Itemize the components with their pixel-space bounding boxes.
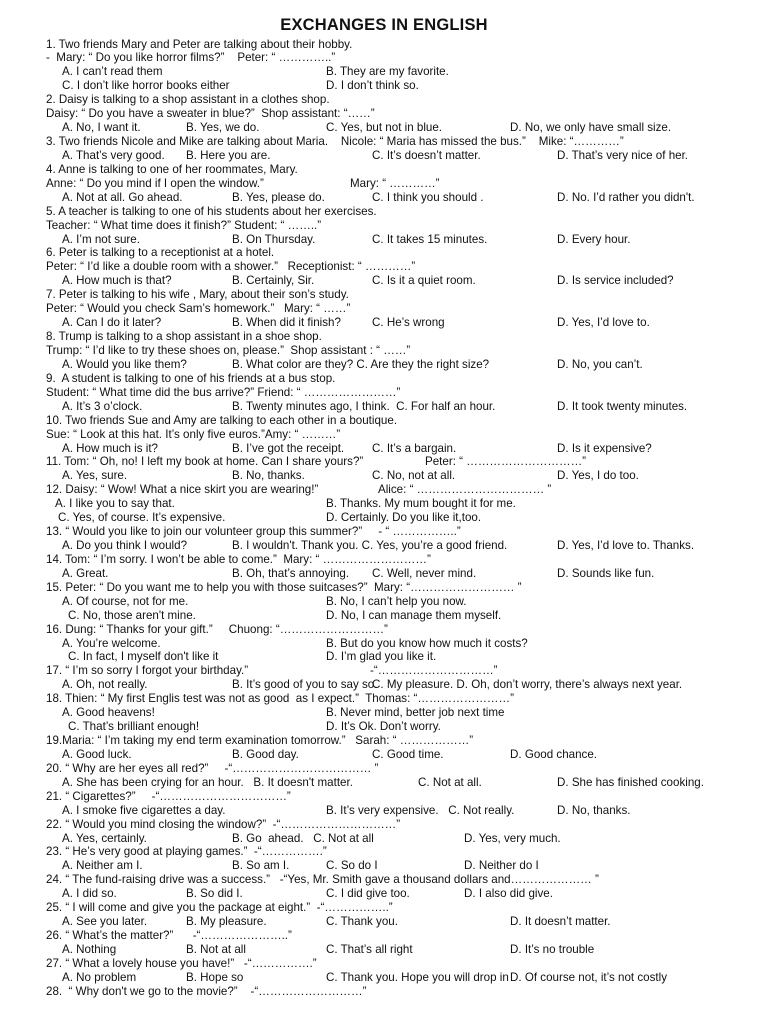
text-line: C. That’s brilliant enough! [68, 720, 200, 734]
text-line: B. No, thanks. [232, 469, 305, 483]
text-line: A. No problem [62, 970, 137, 984]
text-line: A. Not at all. Go ahead. [62, 190, 183, 204]
text-line: 11. Tom: “ Oh, no! I left my book at home. Can I share yours?” [46, 455, 364, 469]
text-line: A. Oh, not really. [62, 678, 148, 692]
text-line: B. They are my favorite. [326, 65, 449, 79]
text-line: B. Yes, we do. [186, 121, 260, 135]
text-line: 16. Dung: “ Thanks for your gift.” Chuong: “………………………” [46, 622, 388, 636]
text-line: B. Thanks. My mum bought it for me. [326, 497, 516, 511]
text-line: 19.Maria: “ I’m taking my end term examination tomorrow.” Sarah: “ ………………” [46, 734, 474, 747]
text-line: 26. “ What’s the matter?” -“…………………..” [46, 929, 292, 942]
text-line: B. Yes, please do. [232, 190, 325, 204]
text-line: 4. Anne is talking to one of her roommates, Mary. [46, 162, 298, 176]
text-line: A. Good luck. [62, 747, 132, 761]
text-line: B. Good day. [232, 747, 299, 761]
text-line: C. Good time. [372, 747, 444, 761]
text-line: D. No, I can manage them myself. [326, 608, 502, 622]
text-line: C. Thank you. Hope you will drop in [326, 970, 509, 984]
page-title: EXCHANGES IN ENGLISH [280, 16, 488, 34]
text-line: D. No, we only have small size. [510, 121, 672, 135]
text-line: B. On Thursday. [232, 232, 316, 246]
text-line: D. Is it expensive? [557, 441, 652, 455]
text-line: D. Yes, I’d love to. Thanks. [557, 539, 695, 552]
text-line: B. When did it finish? [232, 316, 341, 330]
text-line: 13. “ Would you like to join our volunteer group this summer?” - “ ……………..” [46, 525, 461, 538]
text-line: A. How much is it? [62, 441, 158, 455]
text-line: 15. Peter: “ Do you want me to help you with those suitcases?” Mary: “……………………… ” [46, 580, 522, 594]
text-line: B. I’ve got the receipt. [232, 441, 345, 455]
text-line: B. Never mind, better job next time [326, 706, 505, 720]
text-line: 7. Peter is talking to his wife , Mary, about their son’s study. [46, 288, 349, 302]
text-line: D. Good chance. [510, 747, 598, 761]
text-line: 27. “ What a lovely house you have!” -“…………….” [46, 956, 317, 970]
text-line: Sue: “ Look at this hat. It’s only five euros.”Amy: “ ………” [46, 427, 341, 441]
text-line: 23. “ He’s very good at playing games.” -“…………….” [46, 845, 327, 859]
text-line: 24. “ The fund-raising drive was a success.” -“Yes, Mr. Smith gave a thousand dollars and………………… ” [46, 873, 599, 887]
text-line: D. No, you can’t. [557, 357, 643, 371]
text-line: C. In fact, I myself don't like it [68, 650, 219, 664]
text-line: D. Every hour. [557, 232, 631, 246]
text-line: B. It’s very expensive. C. Not really. [326, 803, 515, 817]
text-line: A. Nothing [62, 942, 117, 956]
text-line: D. I’m glad you like it. [326, 650, 437, 664]
text-line: B. I wouldn't. Thank you. C. Yes, you’re a good friend. [232, 539, 508, 552]
text-line: A. Good heavens! [62, 706, 155, 720]
text-line: 10. Two friends Sue and Amy are talking to each other in a boutique. [46, 413, 398, 427]
text-line: - Mary: “ Do you like horror films?” Peter: “ …………..” [46, 51, 336, 65]
text-line: A. Neither am I. [62, 859, 143, 873]
text-line: C. So do I [326, 859, 378, 873]
text-line: 9. A student is talking to one of his friends at a bus stop. [46, 371, 336, 385]
text-line: 20. “ Why are her eyes all red?” -“……………………………… ” [46, 761, 379, 775]
text-line: 22. “ Would you mind closing the window?” -“…………………………” [46, 817, 401, 831]
text-line: B. Certainly, Sir. [232, 274, 315, 288]
text-line: C. My pleasure. D. Oh, don’t worry, there’s always next year. [372, 678, 683, 692]
text-line: Anne: “ Do you mind if I open the window.” [46, 176, 264, 190]
text-line: 5. A teacher is talking to one of his students about her exercises. [46, 204, 377, 218]
text-line: D. Of course not, it’s not costly [510, 970, 668, 984]
text-line: Peter: “ I’d like a double room with a shower.” Receptionist: “ …………” [46, 260, 416, 274]
text-line: C. Yes, but not in blue. [326, 121, 443, 135]
text-line: 28. “ Why don't we go to the movie?” -“………………………” [46, 984, 367, 998]
text-line: A. I smoke five cigarettes a day. [62, 803, 226, 817]
text-line: D. It doesn’t matter. [510, 915, 611, 929]
text-line: A. It’s 3 o’clock. [62, 399, 143, 413]
text-line: D. Certainly. Do you like it,too. [326, 511, 482, 525]
text-line: B. So am I. [232, 859, 290, 873]
text-line: A. You’re welcome. [62, 636, 161, 650]
text-line: A. No, I want it. [62, 121, 141, 135]
text-line: Peter: “ Would you check Sam’s homework.” Mary: “ ……” [46, 302, 351, 316]
text-line: A. Would you like them? [62, 357, 187, 371]
text-line: A. Yes, sure. [62, 469, 128, 483]
text-line: C. He’s wrong [372, 316, 445, 330]
text-line: A. Do you think I would? [62, 539, 188, 552]
text-line: -“…………………………” [370, 664, 498, 678]
text-line: D. It’s no trouble [510, 942, 595, 956]
text-line: Mary: “ …………” [350, 176, 440, 190]
text-line: Daisy: “ Do you have a sweater in blue?” Shop assistant: “……” [46, 107, 375, 121]
text-line: D. That’s very nice of her. [557, 148, 689, 162]
text-line: C. Thank you. [326, 915, 398, 929]
text-line: Student: “ What time did the bus arrive?” Friend: “ ……………………” [46, 385, 401, 399]
text-line: C. It takes 15 minutes. [372, 232, 488, 246]
text-line: D. Yes, very much. [464, 831, 561, 845]
text-line: D. She has finished cooking. [557, 775, 704, 789]
text-line: B. My pleasure. [186, 915, 267, 929]
text-line: Trump: “ I’d like to try these shoes on, please.” Shop assistant : “ ……” [46, 344, 411, 357]
text-line: C. Well, never mind. [372, 566, 477, 580]
text-line: D. Yes, I’d love to. [557, 316, 650, 330]
text-line: D. It took twenty minutes. [557, 399, 688, 413]
text-line: C. Is it a quiet room. [372, 274, 476, 288]
text-line: A. Can I do it later? [62, 316, 162, 330]
text-line: A. Yes, certainly. [62, 831, 147, 845]
text-line: Peter: “ …………………………” [425, 455, 587, 469]
text-line: 2. Daisy is talking to a shop assistant in a clothes shop. [46, 93, 330, 107]
text-line: D. Is service included? [557, 274, 674, 288]
text-line: C. I don’t like horror books either [62, 79, 230, 93]
text-line: 12. Daisy: “ Wow! What a nice skirt you are wearing!” [46, 483, 319, 497]
text-line: B. Go ahead. C. Not at all [232, 831, 374, 845]
text-line: B. Here you are. [186, 148, 271, 162]
text-line: B. Not at all [186, 942, 246, 956]
text-line: B. But do you know how much it costs? [326, 636, 528, 650]
text-line: 8. Trump is talking to a shop assistant in a shoe shop. [46, 330, 322, 343]
text-line: B. No, I can’t help you now. [326, 594, 467, 608]
text-line: 18. Thien: “ My first Englis test was not as good as I expect.” Thomas: “……………………” [46, 692, 514, 706]
text-line: D. I also did give. [464, 887, 553, 901]
text-line: B. So did I. [186, 887, 243, 901]
text-line: C. I did give too. [326, 887, 410, 901]
text-line: A. That’s very good. [62, 148, 165, 162]
text-line: C. Yes, of course. It’s expensive. [58, 511, 226, 525]
text-line: 14. Tom: “ I’m sorry. I won’t be able to come.” Mary: “ ………………………” [46, 552, 431, 566]
text-line: C. It’s a bargain. [372, 441, 457, 455]
text-line: A. See you later. [62, 915, 148, 929]
text-line: A. I did so. [62, 887, 117, 901]
text-line: D. It’s Ok. Don’t worry. [326, 720, 441, 734]
text-line: A. I can’t read them [62, 65, 163, 79]
text-line: B. Oh, that’s annoying. [232, 566, 350, 580]
text-line: D. No, thanks. [557, 803, 631, 817]
text-line: B. Hope so [186, 970, 244, 984]
text-line: 1. Two friends Mary and Peter are talking about their hobby. [46, 37, 353, 51]
text-line: Teacher: “ What time does it finish?” Student: “ ……..” [46, 218, 322, 232]
text-line: Alice: “ …………………………… ” [378, 483, 552, 497]
text-line: D. Neither do I [464, 859, 539, 873]
text-line: D. No. I’d rather you didn't. [557, 190, 695, 204]
text-line: D. Yes, I do too. [557, 469, 639, 483]
text-line: 6. Peter is talking to a receptionist at a hotel. [46, 246, 275, 260]
text-line: C. No, not at all. [372, 469, 456, 483]
text-line: A. Of course, not for me. [62, 594, 189, 608]
text-line: 17. “ I’m so sorry I forgot your birthday.” [46, 664, 249, 678]
text-line: C. It’s doesn’t matter. [372, 148, 481, 162]
text-line: 21. “ Cigarettes?” -“……………………………” [46, 789, 291, 803]
text-line: A. I like you to say that. [55, 497, 175, 511]
text-line: A. I’m not sure. [62, 232, 140, 246]
text-line: A. She has been crying for an hour. B. It doesn't matter. [62, 775, 353, 789]
text-line: C. Not at all. [418, 775, 482, 789]
text-line: C. I think you should . [372, 190, 484, 204]
text-line: B. It’s good of you to say so. [232, 678, 378, 692]
text-line: B. Twenty minutes ago, I think. C. For half an hour. [232, 399, 496, 413]
text-line: 3. Two friends Nicole and Mike are talking about Maria. Nicole: “ Maria has missed the bus.” Mike: “…………” [46, 135, 624, 148]
text-line: B. What color are they? C. Are they the right size? [232, 357, 490, 371]
text-line: 25. “ I will come and give you the package at eight.” -“……………..” [46, 901, 393, 915]
text-line: D. I don’t think so. [326, 79, 419, 93]
text-line: A. How much is that? [62, 274, 172, 288]
text-line: D. Sounds like fun. [557, 566, 655, 580]
text-line: C. That’s all right [326, 942, 413, 956]
text-line: C. No, those aren't mine. [68, 608, 196, 622]
text-line: A. Great. [62, 566, 109, 580]
